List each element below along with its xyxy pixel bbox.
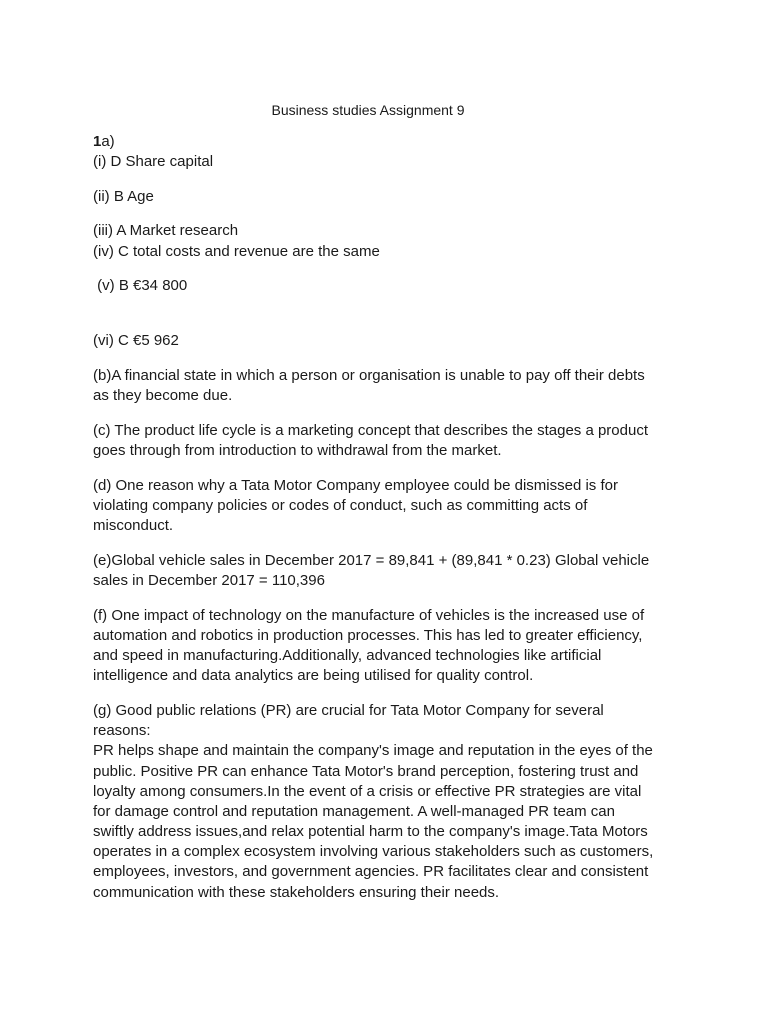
answer-f-line: automation and robotics in production processes. This has led to greater efficiency,	[93, 627, 643, 644]
answer-g-line: communication with these stakeholders ensuring their needs.	[93, 884, 500, 901]
answer-f-line: (f) One impact of technology on the manufacture of vehicles is the increased use of	[93, 607, 645, 624]
answer-d-line: misconduct.	[93, 517, 174, 534]
mcq-answer-iii: (iii) A Market research	[93, 222, 239, 239]
answer-c-line: goes through from introduction to withdrawal from the market.	[93, 442, 502, 459]
mcq-answer-ii: (ii) B Age	[93, 188, 154, 205]
mcq-answer-v: (v) B €34 800	[93, 277, 188, 294]
answer-f-line: and speed in manufacturing.Additionally, advanced technologies like artificial	[93, 647, 602, 664]
mcq-answer-i: (i) D Share capital	[93, 153, 214, 170]
answer-g-line: for damage control and reputation management. A well-managed PR team can	[93, 803, 615, 820]
answer-e-line: sales in December 2017 = 110,396	[93, 572, 325, 589]
answer-g-line: public. Positive PR can enhance Tata Motor's brand perception, fostering trust and	[93, 763, 639, 780]
answer-c-line: (c) The product life cycle is a marketing concept that describes the stages a product	[93, 422, 648, 439]
answer-g-line: operates in a complex ecosystem involving various stakeholders such as customers,	[93, 843, 654, 860]
answer-g-line: reasons:	[93, 722, 151, 739]
mcq-answer-iv: (iv) C total costs and revenue are the same	[93, 243, 380, 260]
answer-e-line: (e)Global vehicle sales in December 2017 = 89,841 + (89,841 * 0.23) Global vehicle	[93, 552, 650, 569]
mcq-answer-vi: (vi) C €5 962	[93, 332, 179, 349]
answer-f-line: intelligence and data analytics are being utilised for quality control.	[93, 667, 534, 684]
answer-g-line: employees, investors, and government agencies. PR facilitates clear and consistent	[93, 863, 649, 880]
question-1-heading	[93, 132, 693, 152]
answer-g-line: swiftly address issues,and relax potential harm to the company's image.Tata Motors	[93, 823, 648, 840]
answer-g-line: (g) Good public relations (PR) are crucial for Tata Motor Company for several	[93, 702, 604, 719]
document-title: Business studies Assignment 9	[271, 102, 465, 118]
answer-d-line: violating company policies or codes of conduct, such as committing acts of	[93, 497, 588, 514]
answer-d-line: (d) One reason why a Tata Motor Company employee could be dismissed is for	[93, 477, 618, 494]
answer-b-line: as they become due.	[93, 387, 233, 404]
answer-b-line: (b)A financial state in which a person or organisation is unable to pay off their debts	[93, 367, 645, 384]
question-part-label: a)	[101, 133, 115, 150]
answer-g-line: loyalty among consumers.In the event of a crisis or effective PR strategies are vital	[93, 783, 642, 800]
answer-g-line: PR helps shape and maintain the company's image and reputation in the eyes of the	[93, 742, 653, 759]
question-number: 1	[93, 133, 102, 150]
